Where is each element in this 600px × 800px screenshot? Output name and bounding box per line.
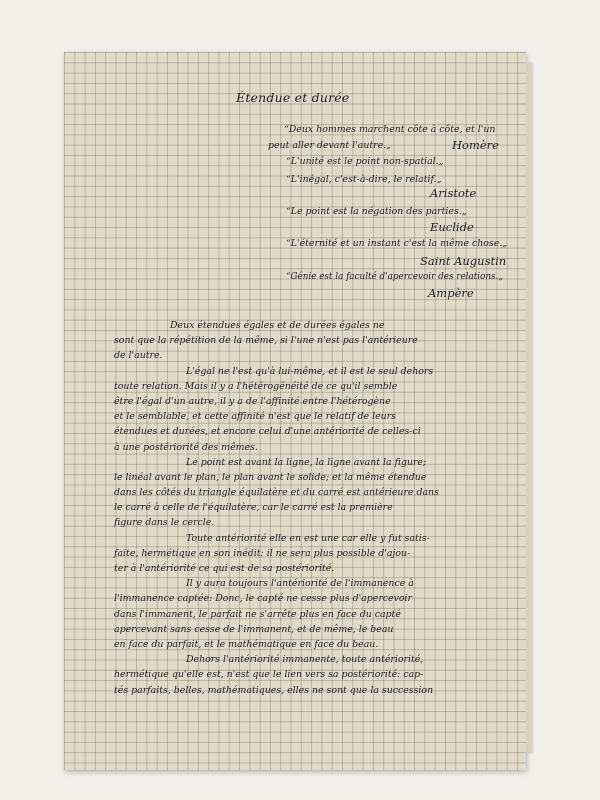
body-line: dans les côtés du triangle équilatère et du carré est antérieure dans: [114, 487, 439, 499]
body-line: à une postériorité des mêmes.: [114, 441, 258, 453]
body-line: apercevant sans cesse de l'immanent, et de même, le beau: [114, 623, 394, 635]
epigraph-author: Euclide: [430, 220, 474, 234]
body-line: faite, hermétique en son inédit: il ne sera plus possible d'ajou-: [114, 547, 411, 559]
page-title: Étendue et durée: [236, 90, 350, 105]
epigraph-line: “L'inégal, c'est-à-dire, le relatif.„: [286, 174, 442, 185]
body-line: Dehors l'antériorité immanente, toute antériorité,: [186, 654, 424, 666]
epigraph-author: Ampère: [428, 286, 474, 300]
epigraph-author: Homère: [452, 138, 499, 152]
epigraph-line: “L'éternité et un instant c'est la même chose.„: [286, 238, 508, 249]
epigraph-line: “L'unité est le point non-spatial.„: [286, 156, 444, 167]
body-line: figure dans le cercle.: [114, 517, 215, 529]
epigraph-line: “Deux hommes marchent côte à côte, et l'un: [284, 124, 496, 135]
body-line: sont que la répétition de la même, si l'une n'est pas l'antérieure: [114, 335, 418, 347]
body-line: toute relation. Mais il y a l'hétérogénéité de ce qu'il semble: [114, 380, 398, 392]
body-line: L'égal ne l'est qu'à lui-même, et il est le seul dehors: [186, 365, 434, 377]
epigraph-author: Saint Augustin: [420, 254, 507, 268]
body-line: Deux étendues égales et de durées égales ne: [170, 320, 385, 331]
epigraph-line: “Le point est la négation des parties.„: [286, 206, 467, 217]
body-line: l'immanence captée: Donc, le capté ne cesse plus d'apercevoir: [114, 593, 413, 605]
body-line: de l'autre.: [114, 350, 163, 362]
epigraph-author: Aristote: [430, 186, 477, 200]
body-line: tés parfaits, belles, mathématiques, elles ne sont que la succession: [114, 684, 434, 696]
epigraph-line: peut aller devant l'autre.„: [268, 140, 391, 151]
page-edge: [526, 62, 532, 752]
body-line: Il y aura toujours l'antériorité de l'immanence à: [186, 578, 414, 590]
body-line: étendues et durées, et encore celui d'une antériorité de celles-ci: [114, 426, 421, 438]
body-line: ter à l'antériorité ce qui est de sa postériorité.: [114, 563, 335, 574]
manuscript-page: [64, 52, 526, 770]
body-line: en face du parfait, et le mathématique en face du beau.: [114, 638, 379, 650]
body-line: le carré à celle de l'équilatère, car le carré est la première: [114, 502, 393, 514]
body-line: dans l'immanent, le parfait ne s'arrête plus en face du capté: [114, 608, 401, 620]
body-line: être l'égal d'un autre, il y a de l'affinité entre l'hétérogène: [114, 395, 391, 407]
epigraph-line: “Génie est la faculté d'apercevoir des relations.„: [286, 272, 503, 282]
body-line: Le point est avant la ligne, la ligne avant la figure;: [186, 456, 427, 468]
body-line: Toute antériorité elle en est une car elle y fut satis-: [186, 532, 430, 544]
body-line: le linéal avant le plan, le plan avant le solide; et la même étendue: [114, 471, 427, 483]
body-line: hermétique qu'elle est, n'est que le lien vers sa postériorité: cap-: [114, 669, 424, 681]
body-line: et le semblable, et cette affinité n'est que le relatif de leurs: [114, 411, 396, 423]
body-text: [114, 318, 518, 698]
